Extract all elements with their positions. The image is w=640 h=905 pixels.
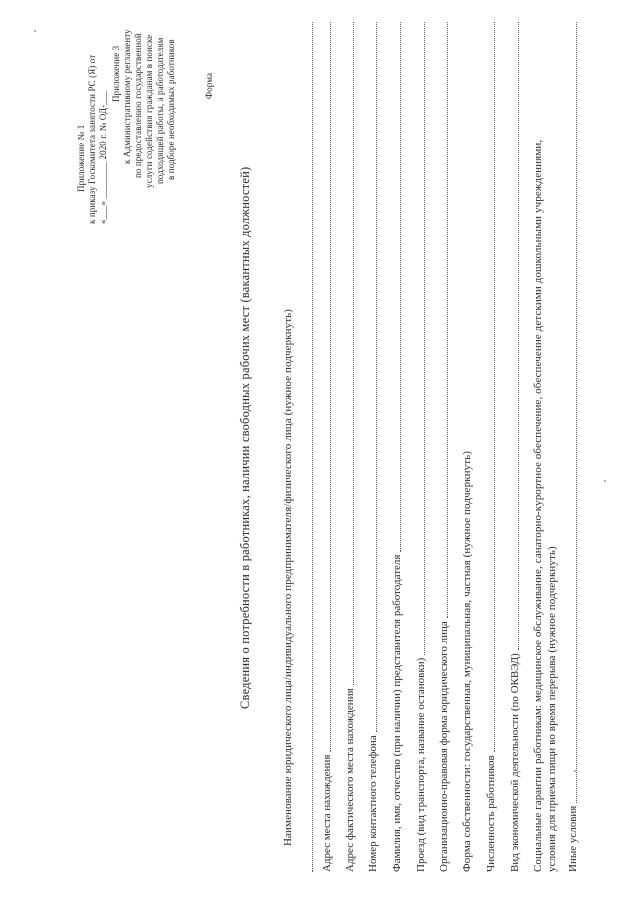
activity-label: Вид экономической деятельности (по ОКВЭД) xyxy=(509,653,521,872)
guarantees-label-line-1: Социальные гарантии работникам: медицинское обслуживание, санаторно-курортное обеспечение, обеспечение детскими дошкольными учреждениями, xyxy=(532,139,544,872)
activity-fill-line xyxy=(518,22,519,650)
other-conditions-label: Иные условия xyxy=(567,805,579,872)
other-conditions-fill-line xyxy=(576,22,577,803)
staff-count-fill-line xyxy=(494,22,495,752)
form-title: Сведения о потребности в работниках, наличии свободных рабочих мест (вакантных должностей) xyxy=(238,166,252,709)
transport-fill-line xyxy=(424,22,425,655)
actual-address-field xyxy=(343,22,356,872)
staff-count-label: Численность работников xyxy=(485,755,497,872)
scan-speck xyxy=(34,30,36,32)
transport-field xyxy=(414,22,427,872)
legal-form-label: Организационно-правовая форма юридического лица xyxy=(438,621,450,872)
address-label: Адрес места нахождения xyxy=(321,754,333,872)
guarantees-label-line-2: условия для приема пищи во время перерыва (нужное подчеркнуть) xyxy=(546,546,558,872)
legal-form-field xyxy=(437,22,450,872)
scan-speck xyxy=(604,480,606,482)
regulation-annex-line-6: в подборе необходимых работников xyxy=(166,39,176,180)
actual-address-label: Адрес фактического места нахождения xyxy=(344,688,356,872)
actual-address-fill-line xyxy=(353,22,354,685)
regulation-annex-line-4: услуги содействия гражданам в поиске xyxy=(144,34,154,188)
address-fill-line xyxy=(330,22,331,752)
transport-label: Проезд (вид транспорта, название остановки) xyxy=(415,657,427,872)
address-field xyxy=(320,22,333,872)
regulation-annex-line-5: подходящей работы, а работодателям xyxy=(155,37,165,184)
representative-label: Фамилия, имя, отчество (при наличии) представителя работодателя xyxy=(391,554,403,872)
phone-fill-line xyxy=(376,22,377,732)
regulation-annex-line-3: по предоставлению государственной xyxy=(133,33,143,178)
legal-form-fill-line xyxy=(447,22,448,618)
rotated-form-page xyxy=(14,12,626,892)
representative-field xyxy=(390,22,403,872)
staff-count-field xyxy=(484,22,497,872)
ownership-label: Форма собственности: государственная, муниципальная, частная (нужное подчеркнуть) xyxy=(461,450,473,872)
regulation-annex-line-1: Приложение 3 xyxy=(111,45,121,102)
phone-field xyxy=(366,22,379,872)
activity-field xyxy=(508,22,521,872)
order-annex-reference: к приказу Госкомитета занятости РС (Я) от xyxy=(87,54,97,224)
representative-fill-line xyxy=(400,22,401,552)
regulation-annex-line-2: к Административному регламенту xyxy=(122,29,132,164)
employer-name-line xyxy=(312,22,313,872)
order-annex-date: «___» ________ 2020 г. № ОД-___ xyxy=(98,90,108,224)
other-conditions-field xyxy=(566,22,579,872)
form-label: Форма xyxy=(204,72,214,99)
phone-label: Номер контактного телефона xyxy=(367,735,379,872)
scan-speck xyxy=(574,770,576,772)
order-annex-number: Приложение № 1 xyxy=(76,124,86,192)
employer-name-label: Наименование юридического лица/индивидуального предпринимателя/физического лица (нужное подчеркнуть) xyxy=(282,308,294,846)
